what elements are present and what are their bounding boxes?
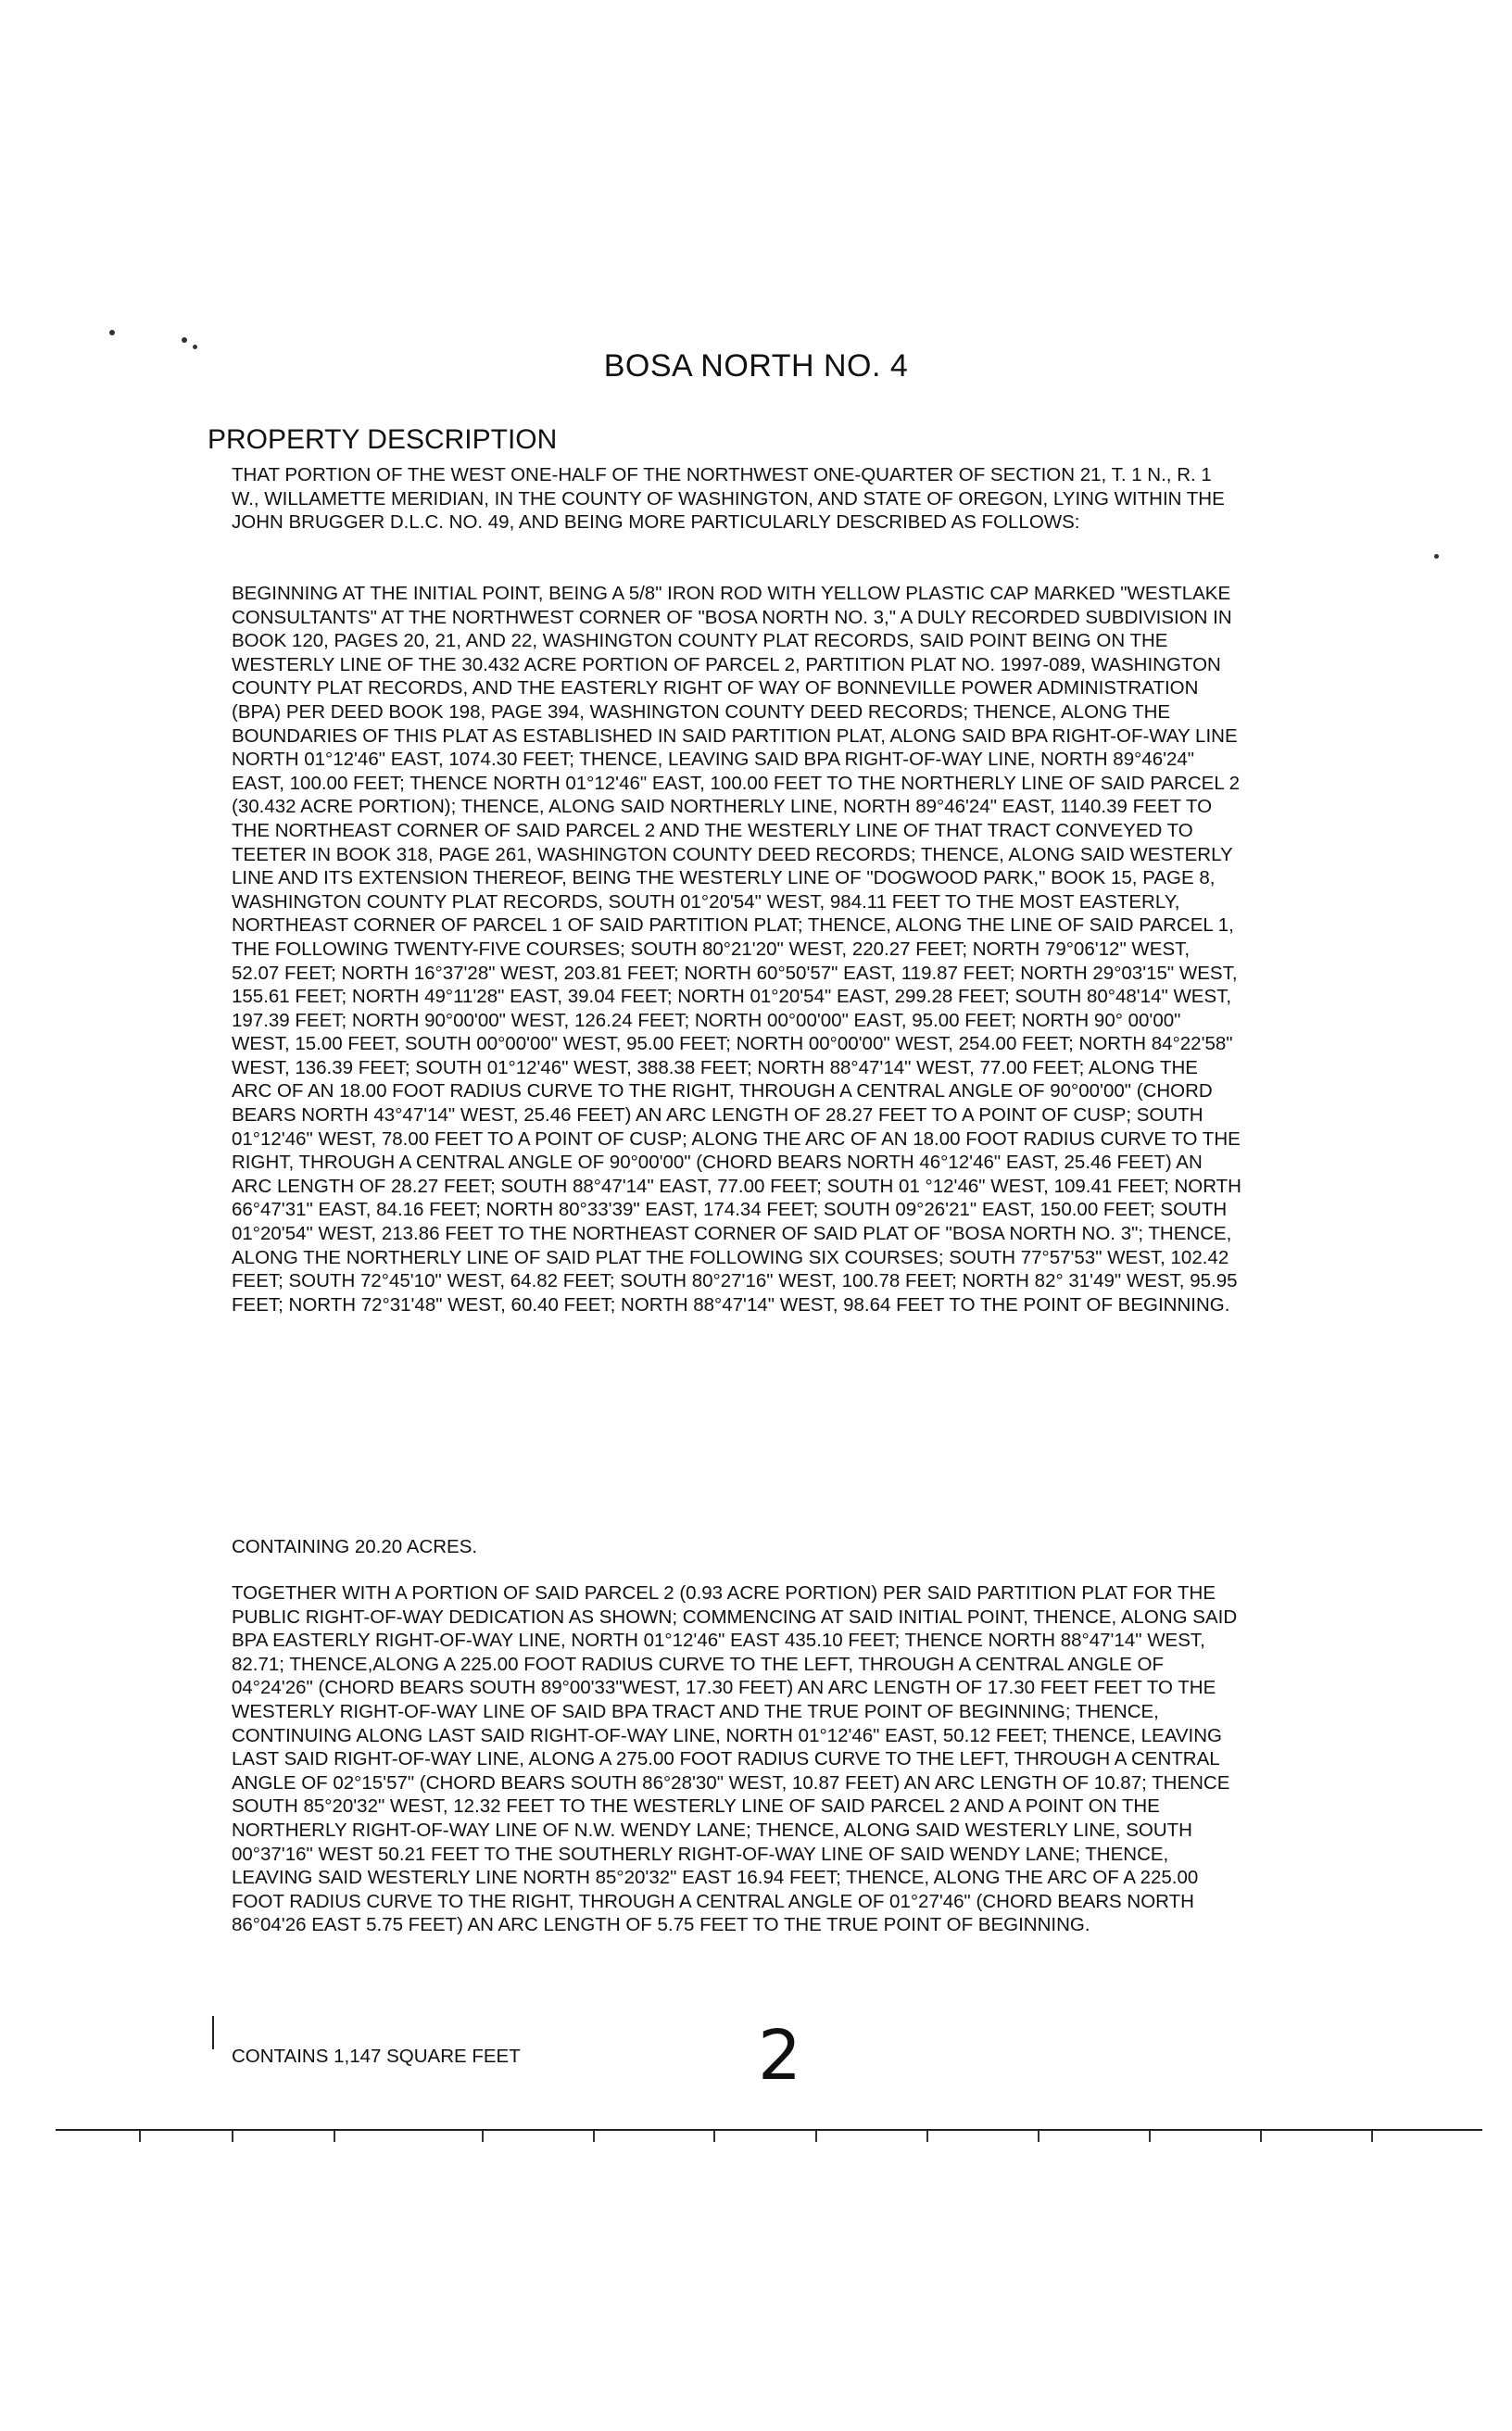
legal-description-paragraph: BEGINNING AT THE INITIAL POINT, BEING A 5/8" IRON ROD WITH YELLOW PLASTIC CAP MARKED "WESTLAKE CONSULTANTS" AT THE NORTHWEST CORNER OF "BOSA NORTH NO. 3," A DULY RECORDED SUBDIVISION IN BOOK 120, PAGES 20, 21, AND 22, WASHINGTON COUNTY PLAT RECORDS, SAID POINT BEING ON THE WESTERLY LINE OF THE 30.432 ACRE PORTION OF PARCEL 2, PARTITION PLAT NO. 1997-089, WASHINGTON COUNTY PLAT RECORDS, AND THE EASTERLY RIGHT OF WAY OF BONNEVILLE POWER ADMINISTRATION (BPA) PER DEED BOOK 198, PAGE 394, WASHINGTON COUNTY DEED RECORDS; THENCE, ALONG THE BOUNDARIES OF THIS PLAT AS ESTABLISHED IN SAID PARTITION PLAT, ALONG SAID BPA RIGHT-OF-WAY LINE NORTH 01°12'46" EAST, 1074.30 FEET; THENCE, LEAVING SAID BPA RIGHT-OF-WAY LINE, NORTH 89°46'24" EAST, 100.00 FEET; THENCE NORTH 01°12'46" EAST, 100.00 FEET TO THE NORTHERLY LINE OF SAID PARCEL 2 (30.432 ACRE PORTION); THENCE, ALONG SAID NORTHERLY LINE, NORTH 89°46'24" EAST, 1140.39 FEET TO THE NORTHEAST CORNER OF SAID PARCEL 2 AND THE WESTERLY LINE OF THAT TRACT CONVEYED TO TEETER IN BOOK 318, PAGE 261, WASHINGTON COUNTY DEED RECORDS; THENCE, ALONG SAID WESTERLY LINE AND ITS EXTENSION THEREOF, BEING THE WESTERLY LINE OF "DOGWOOD PARK," BOOK 15, PAGE 8, WASHINGTON COUNTY PLAT RECORDS, SOUTH 01°20'54" WEST, 984.11 FEET TO THE MOST EASTERLY, NORTHEAST CORNER OF PARCEL 1 OF SAID PARTITION PLAT; THENCE, ALONG THE LINE OF SAID PARCEL 1, THE FOLLOWING TWENTY-FIVE COURSES; SOUTH 80°21'20" WEST, 220.27 FEET; NORTH 79°06'12" WEST, 52.07 FEET; NORTH 16°37'28" WEST, 203.81 FEET; NORTH 60°50'57" EAST, 119.87 FEET; NORTH 29°03'15" WEST, 155.61 FEET; NORTH 49°11'28" EAST, 39.04 FEET; NORTH 01°20'54" EAST, 299.28 FEET; SOUTH 80°48'14" WEST, 197.39 FEET; NORTH 90°00'00" WEST, 126.24 FEET; NORTH 00°00'00" EAST, 95.00 FEET; NORTH 90° 00'00" WEST, 15.00 FEET, SOUTH 00°00'00" WEST, 95.00 FEET; NORTH 00°00'00" WEST, 254.00 FEET; NORTH 84°22'58" WEST, 136.39 FEET; SOUTH 01°12'46" WEST, 388.38 FEET; NORTH 88°47'14" WEST, 77.00 FEET; ALONG THE ARC OF AN 18.00 FOOT RADIUS CURVE TO THE RIGHT, THROUGH A CENTRAL ANGLE OF 90°00'00" (CHORD BEARS NORTH 43°47'14" WEST, 25.46 FEET) AN ARC LENGTH OF 28.27 FEET TO A POINT OF CUSP; SOUTH 01°12'46" WEST, 78.00 FEET TO A POINT OF CUSP; ALONG THE ARC OF AN 18.00 FOOT RADIUS CURVE TO THE RIGHT, THROUGH A CENTRAL ANGLE OF 90°00'00" (CHORD BEARS NORTH 46°12'46" EAST, 25.46 FEET) AN ARC LENGTH OF 28.27 FEET; SOUTH 88°47'14" EAST, 77.00 FEET; SOUTH 01 °12'46" WEST, 109.41 FEET; NORTH 66°47'31" EAST, 84.16 FEET; NORTH 80°33'39" EAST, 174.34 FEET; SOUTH 09°26'21" EAST, 150.00 FEET; SOUTH 01°20'54" WEST, 213.86 FEET TO THE NORTHEAST CORNER OF SAID PLAT OF "BOSA NORTH NO. 3"; THENCE, ALONG THE NORTHERLY LINE OF SAID PLAT THE FOLLOWING SIX COURSES; SOUTH 77°57'53" WEST, 102.42 FEET; SOUTH 72°45'10" WEST, 64.82 FEET; SOUTH 80°27'16" WEST, 100.78 FEET; NORTH 82° 31'49" WEST, 95.95 FEET; NORTH 72°31'48" WEST, 60.40 FEET; NORTH 88°47'14" WEST, 98.64 FEET TO THE POINT OF BEGINNING. xyxy=(232,583,1241,1316)
scan-speck xyxy=(1434,554,1439,559)
dedication-paragraph: TOGETHER WITH A PORTION OF SAID PARCEL 2 (0.93 ACRE PORTION) PER SAID PARTITION PLAT FOR THE PUBLIC RIGHT-OF-WAY DEDICATION AS SHOWN; COMMENCING AT SAID INITIAL POINT, THENCE, ALONG SAID BPA EASTERLY RIGHT-OF-WAY LINE, NORTH 01°12'46" EAST 435.10 FEET; THENCE NORTH 88°47'14" WEST, 82.71; THENCE,ALONG A 225.00 FOOT RADIUS CURVE TO THE LEFT, THROUGH A CENTRAL ANGLE OF 04°24'26" (CHORD BEARS SOUTH 89°00'33"WEST, 17.30 FEET) AN ARC LENGTH OF 17.30 FEET FEET TO THE WESTERLY RIGHT-OF-WAY LINE OF SAID BPA TRACT AND THE TRUE POINT OF BEGINNING; THENCE, CONTINUING ALONG LAST SAID RIGHT-OF-WAY LINE, NORTH 01°12'46" EAST, 50.12 FEET; THENCE, LEAVING LAST SAID RIGHT-OF-WAY LINE, ALONG A 275.00 FOOT RADIUS CURVE TO THE LEFT, THROUGH A CENTRAL ANGLE OF 02°15'57" (CHORD BEARS SOUTH 86°28'30" WEST, 10.87 FEET) AN ARC LENGTH OF 10.87; THENCE SOUTH 85°20'32" WEST, 12.32 FEET TO THE WESTERLY LINE OF SAID PARCEL 2 AND A POINT ON THE NORTHERLY RIGHT-OF-WAY LINE OF N.W. WENDY LANE; THENCE, ALONG SAID WESTERLY LINE, SOUTH 00°37'16" WEST 50.21 FEET TO THE SOUTHERLY RIGHT-OF-WAY LINE OF SAID WENDY LANE; THENCE, LEAVING SAID WESTERLY LINE NORTH 85°20'32" EAST 16.94 FEET; THENCE, ALONG THE ARC OF A 225.00 FOOT RADIUS CURVE TO THE RIGHT, THROUGH A CENTRAL ANGLE OF 01°27'46" (CHORD BEARS NORTH 86°04'26 EAST 5.75 FEET) AN ARC LENGTH OF 5.75 FEET TO THE TRUE POINT OF BEGINNING. xyxy=(232,1582,1238,1936)
document-title: BOSA NORTH NO. 4 xyxy=(603,348,909,384)
intro-paragraph: THAT PORTION OF THE WEST ONE-HALF OF THE NORTHWEST ONE-QUARTER OF SECTION 21, T. 1 N., R. 1 W., WILLAMETTE MERIDIAN, IN THE COUNTY OF WASHINGTON, AND STATE OF OREGON, LYING WITHIN THE JOHN BRUGGER D.L.C. NO. 49, AND BEING MORE PARTICULARLY DESCRIBED AS FOLLOWS: xyxy=(232,464,1225,534)
section-heading: PROPERTY DESCRIPTION xyxy=(208,424,558,455)
margin-mark xyxy=(212,2016,214,2049)
contains-square-feet-line: CONTAINS 1,147 SQUARE FEET xyxy=(232,2046,521,2067)
containing-area-line: CONTAINING 20.20 ACRES. xyxy=(232,1536,478,1557)
bottom-rule xyxy=(56,2129,1482,2131)
scan-speck xyxy=(182,337,187,343)
scan-speck xyxy=(109,330,115,335)
handwritten-page-number: 2 xyxy=(758,2016,802,2096)
